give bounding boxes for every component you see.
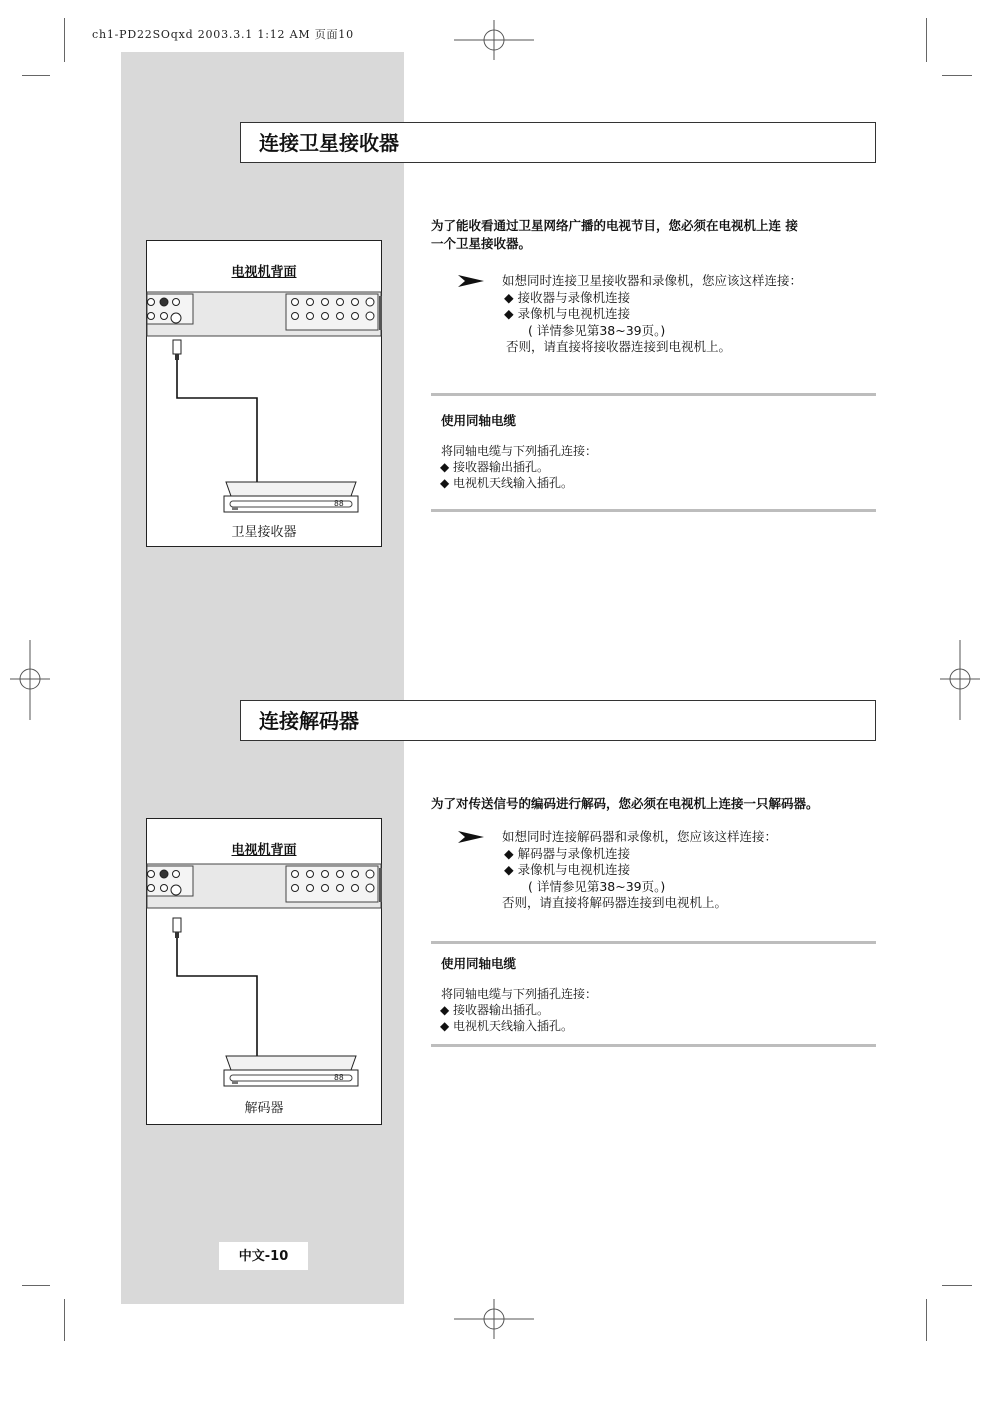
note-otherwise: 否则，请直接将接收器连接到电视机上。 [506,339,732,354]
section-title-satellite: 连接卫星接收器 [240,122,876,163]
coax-heading: 使用同轴电缆 [441,413,517,428]
divider [431,941,876,944]
note-detail: ( 详情参见第38~39页。) [528,322,666,338]
diagram-label-device: 卫星接收器 [231,525,297,540]
intro-text-satellite [431,217,871,253]
note-bullet: ◆ 录像机与电视机连接 [504,306,631,321]
svg-text:88: 88 [334,1073,344,1082]
svg-text:88: 88 [334,499,344,508]
coax-heading: 使用同轴电缆 [441,956,517,971]
divider [431,393,876,396]
note-bullet: ◆ 录像机与电视机连接 [504,862,631,877]
note-detail: ( 详情参见第38~39页。) [528,878,666,894]
coax-item: ◆ 接收器输出插孔。 [440,460,550,474]
intro-line: 一个卫星接收器。 [431,236,532,251]
diagram-decoder [146,818,382,1125]
section-title-decoder: 连接解码器 [240,700,876,741]
diagram-satellite [146,240,382,547]
divider [431,1044,876,1047]
diagram-label-tv-back: 电视机背面 [231,265,297,280]
divider [431,509,876,512]
coax-item: ◆ 电视机天线输入插孔。 [440,1019,574,1033]
intro-line: 为了能收看通过卫星网络广播的电视节目，您必须在电视机上连 接 [431,218,798,233]
connection-diagram-svg [146,818,382,1125]
coax-lead: 将同轴电缆与下列插孔连接： [441,987,598,1001]
connection-diagram-svg [146,240,382,547]
coax-item: ◆ 接收器输出插孔。 [440,1003,550,1017]
arrow-icon [456,827,486,847]
note-bullet: ◆ 解码器与录像机连接 [504,845,631,861]
note-otherwise: 否则，请直接将解码器连接到电视机上。 [502,895,728,910]
note-lead: 如想同时连接解码器和录像机，您应该这样连接： [502,829,778,844]
note-lead: 如想同时连接卫星接收器和录像机，您应该这样连接： [502,273,803,288]
page-number: 中文-10 [219,1242,308,1270]
note-decoder [456,829,866,919]
file-info-header: ch1-PD22SOqxd 2003.3.1 1:12 AM 页面10 [92,28,354,41]
diagram-label-tv-back: 电视机背面 [231,843,297,858]
coax-block-decoder [441,956,871,1034]
arrow-icon [456,271,486,291]
intro-text-decoder [431,795,881,813]
note-bullet: ◆ 接收器与录像机连接 [504,289,631,305]
note-satellite [456,273,866,363]
coax-lead: 将同轴电缆与下列插孔连接： [441,444,598,458]
diagram-label-device: 解码器 [244,1101,284,1116]
intro-line: 为了对传送信号的编码进行解码，您必须在电视机上连接一只解码器。 [431,796,819,811]
coax-block-satellite [441,413,871,491]
coax-item: ◆ 电视机天线输入插孔。 [440,476,574,490]
